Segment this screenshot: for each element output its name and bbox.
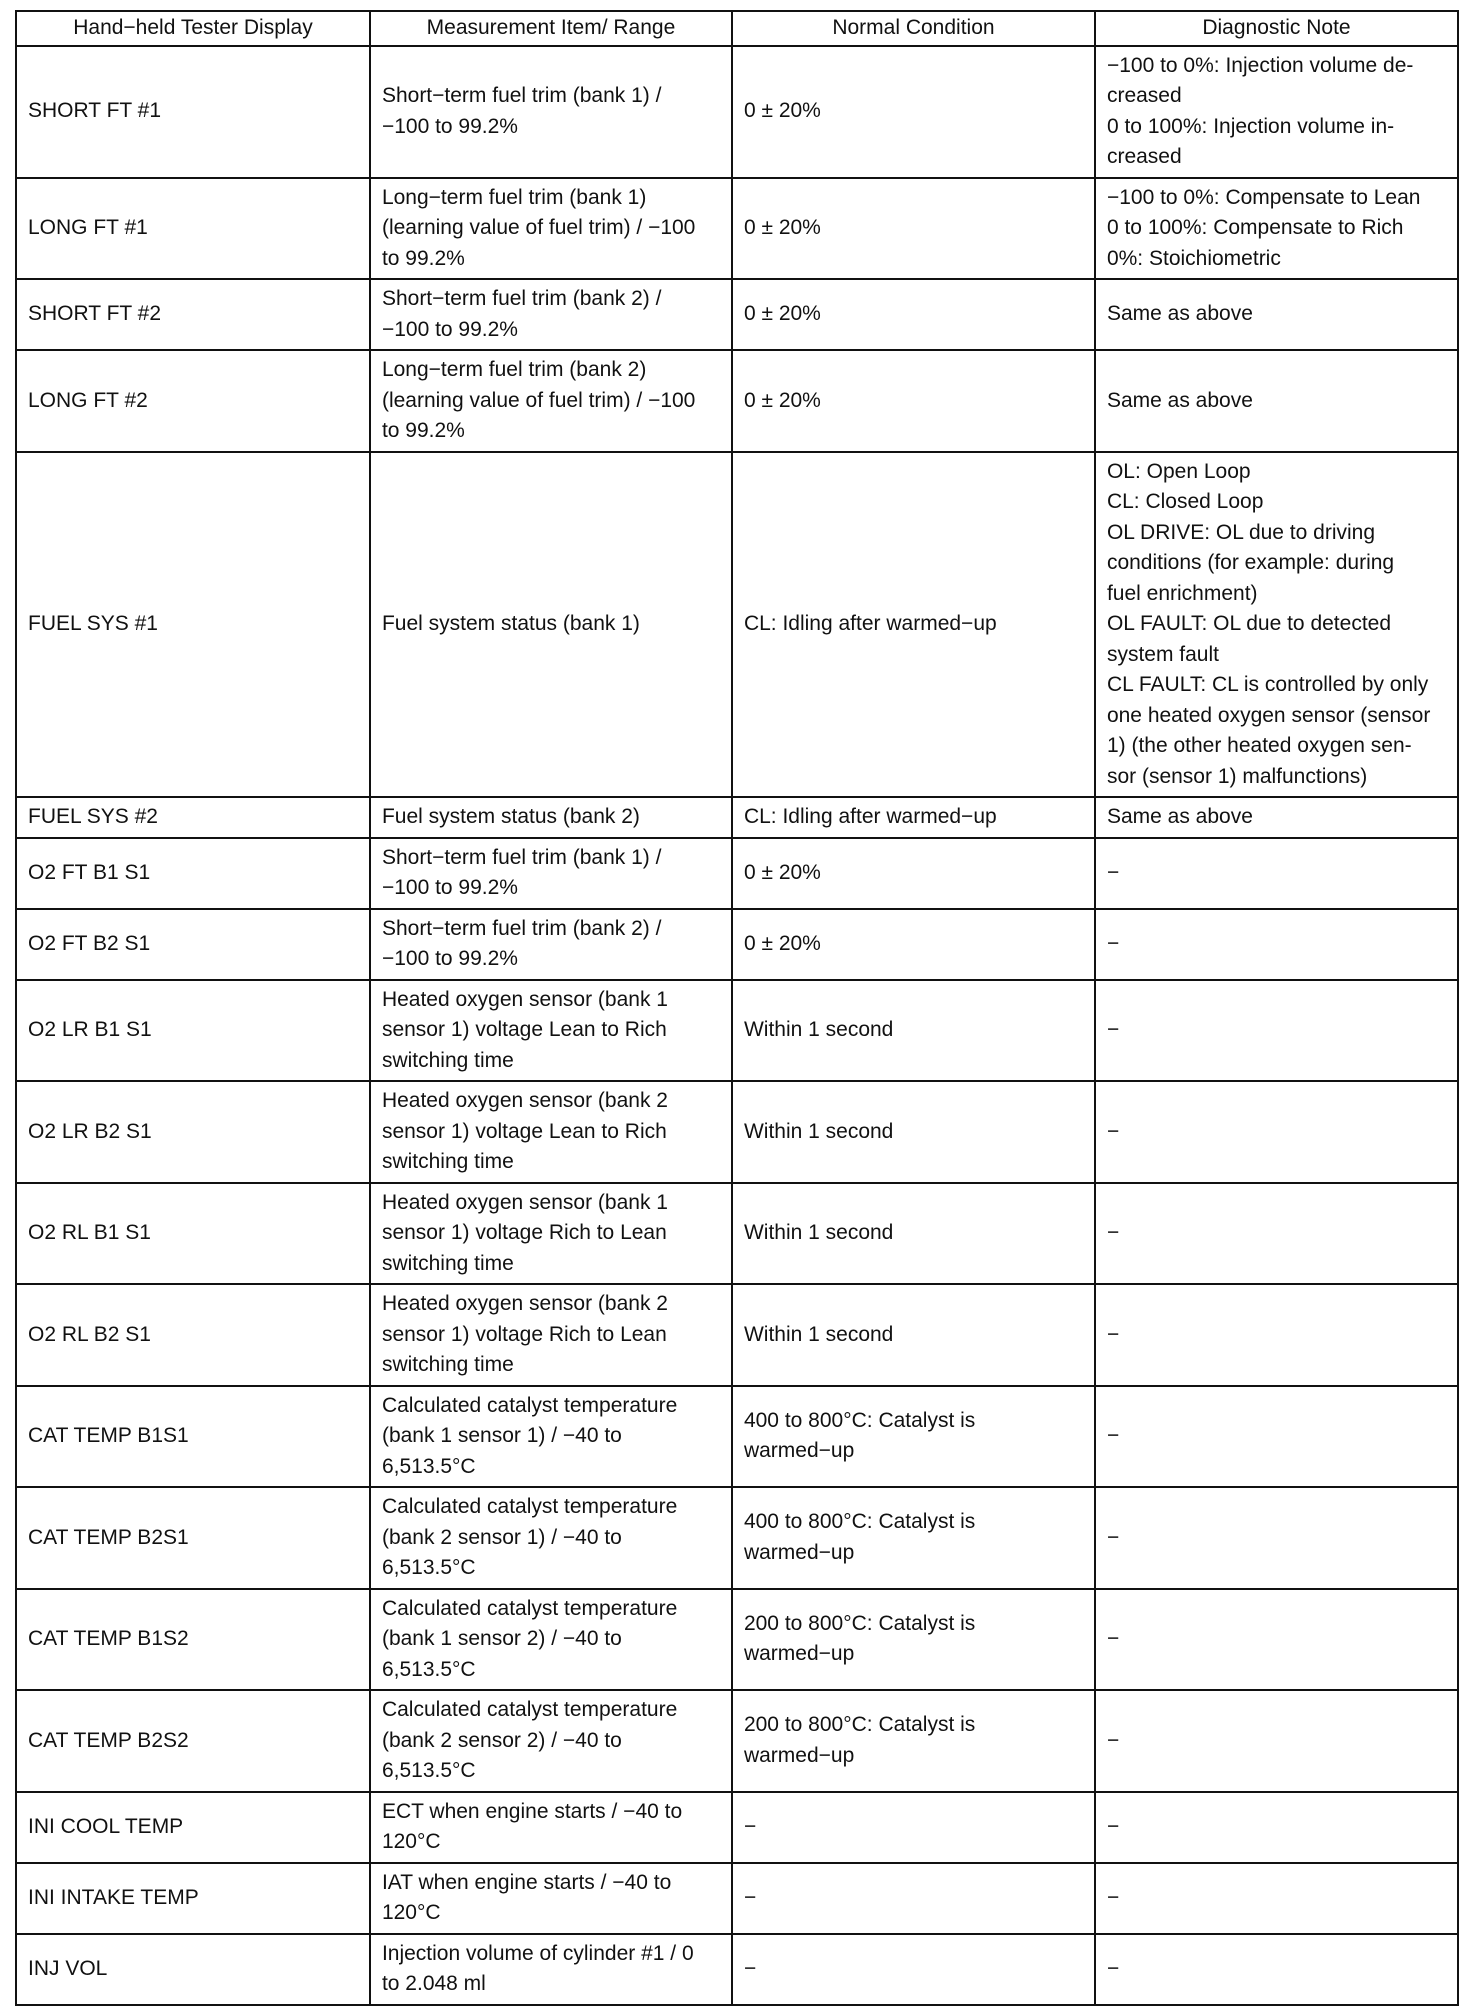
- cell-measurement-item-line: Heated oxygen sensor (bank 1: [381, 1190, 668, 1214]
- cell-tester-display: SHORT FT #2: [16, 279, 370, 350]
- cell-measurement-item-line: −100 to 99.2%: [381, 947, 518, 970]
- cell-normal-condition-line: 400 to 800°C: Catalyst is: [743, 1408, 976, 1432]
- cell-normal-condition-line: 200 to 800°C: Catalyst is: [743, 1611, 976, 1635]
- cell-measurement-item-line: switching time: [381, 1251, 514, 1275]
- cell-diagnostic-note-line: −: [1106, 1885, 1120, 1909]
- cell-normal-condition: [732, 909, 1095, 980]
- cell-diagnostic-note: [1095, 452, 1458, 798]
- cell-tester-display: CAT TEMP B1S2: [16, 1589, 370, 1691]
- cell-normal-condition: [732, 797, 1095, 838]
- cell-normal-condition: [732, 1792, 1095, 1863]
- cell-diagnostic-note-line: OL: Open Loop: [1106, 459, 1251, 483]
- cell-tester-display: O2 LR B1 S1: [16, 980, 370, 1082]
- cell-tester-display: INJ VOL: [16, 1934, 370, 2005]
- cell-measurement-item-line: to 99.2%: [381, 419, 465, 442]
- cell-tester-display: LONG FT #1: [16, 178, 370, 280]
- cell-measurement-item-line: Short−term fuel trim (bank 1) /: [381, 845, 662, 869]
- cell-normal-condition-line: 200 to 800°C: Catalyst is: [743, 1713, 976, 1737]
- cell-diagnostic-note-line: −: [1106, 1119, 1120, 1143]
- cell-measurement-item-line: Calculated catalyst temperature: [381, 1698, 678, 1721]
- table-body: [16, 46, 1458, 2005]
- table-row: [16, 1487, 1458, 1589]
- cell-diagnostic-note-line: −: [1106, 1728, 1120, 1752]
- cell-measurement-item-line: Short−term fuel trim (bank 2) /: [381, 916, 662, 940]
- cell-diagnostic-note-line: 0 to 100%: Injection volume in-: [1106, 114, 1395, 138]
- cell-tester-display: O2 FT B1 S1: [16, 838, 370, 909]
- cell-diagnostic-note: [1095, 909, 1458, 980]
- cell-measurement-item-line: (learning value of fuel trim) / −100: [381, 388, 696, 412]
- cell-tester-display: CAT TEMP B1S1: [16, 1386, 370, 1488]
- cell-diagnostic-note-line: OL FAULT: OL due to detected: [1106, 612, 1392, 635]
- cell-diagnostic-note: [1095, 1690, 1458, 1792]
- header-tester-display: Hand−held Tester Display: [16, 11, 370, 46]
- cell-measurement-item: [370, 1081, 732, 1183]
- cell-measurement-item-line: 6,513.5°C: [381, 1556, 476, 1579]
- cell-diagnostic-note-line: OL DRIVE: OL due to driving: [1106, 520, 1376, 544]
- cell-diagnostic-note: [1095, 1863, 1458, 1934]
- cell-normal-condition-line: −: [743, 1956, 757, 1980]
- cell-measurement-item-line: −100 to 99.2%: [381, 114, 518, 138]
- cell-diagnostic-note-line: Same as above: [1106, 302, 1253, 326]
- table-row: [16, 1284, 1458, 1386]
- cell-measurement-item: [370, 1386, 732, 1488]
- cell-measurement-item-line: Heated oxygen sensor (bank 1: [381, 987, 668, 1011]
- cell-diagnostic-note-line: system fault: [1106, 642, 1219, 666]
- cell-normal-condition: [732, 1934, 1095, 2005]
- header-diagnostic-note: Diagnostic Note: [1095, 11, 1458, 46]
- table-header-row: [16, 11, 1458, 46]
- cell-normal-condition: [732, 350, 1095, 452]
- table-row: [16, 1934, 1458, 2005]
- cell-diagnostic-note-line: −: [1106, 1627, 1120, 1650]
- cell-normal-condition: [732, 1690, 1095, 1792]
- cell-diagnostic-note-line: −: [1106, 1322, 1120, 1346]
- cell-measurement-item-line: (bank 2 sensor 2) / −40 to: [381, 1728, 622, 1752]
- cell-diagnostic-note: [1095, 178, 1458, 280]
- cell-normal-condition-line: CL: Idling after warmed−up: [743, 805, 997, 828]
- cell-normal-condition-line: Within 1 second: [743, 1119, 894, 1143]
- cell-diagnostic-note: [1095, 980, 1458, 1082]
- cell-diagnostic-note-line: conditions (for example: during: [1106, 551, 1395, 574]
- cell-tester-display: O2 RL B2 S1: [16, 1284, 370, 1386]
- cell-measurement-item: [370, 350, 732, 452]
- cell-normal-condition-line: warmed−up: [743, 1642, 855, 1666]
- table-row: [16, 350, 1458, 452]
- cell-normal-condition: [732, 838, 1095, 909]
- cell-measurement-item-line: 6,513.5°C: [381, 1454, 476, 1478]
- cell-measurement-item-line: (learning value of fuel trim) / −100: [381, 216, 696, 239]
- cell-diagnostic-note-line: 0 to 100%: Compensate to Rich: [1106, 216, 1404, 239]
- cell-measurement-item: [370, 980, 732, 1082]
- cell-normal-condition: [732, 1081, 1095, 1183]
- cell-normal-condition-line: 0 ± 20%: [743, 860, 821, 884]
- table-row: [16, 1863, 1458, 1934]
- cell-normal-condition: [732, 178, 1095, 280]
- table-row: [16, 909, 1458, 980]
- cell-normal-condition-line: −: [743, 1814, 757, 1838]
- cell-diagnostic-note-line: −: [1106, 1814, 1120, 1838]
- cell-diagnostic-note-line: 1) (the other heated oxygen sen-: [1106, 734, 1412, 757]
- cell-diagnostic-note: [1095, 1792, 1458, 1863]
- cell-diagnostic-note-line: creased: [1106, 145, 1182, 168]
- cell-measurement-item: [370, 838, 732, 909]
- cell-diagnostic-note-line: −: [1106, 1525, 1120, 1549]
- cell-measurement-item-line: sensor 1) voltage Lean to Rich: [381, 1018, 667, 1041]
- cell-diagnostic-note-line: −100 to 0%: Compensate to Lean: [1106, 185, 1421, 209]
- table-row: [16, 1792, 1458, 1863]
- cell-measurement-item: [370, 279, 732, 350]
- cell-tester-display: O2 LR B2 S1: [16, 1081, 370, 1183]
- cell-normal-condition: [732, 1284, 1095, 1386]
- table-row: [16, 279, 1458, 350]
- cell-diagnostic-note: [1095, 1284, 1458, 1386]
- document-page: [15, 10, 1459, 2006]
- cell-measurement-item-line: (bank 1 sensor 2) / −40 to: [381, 1627, 622, 1650]
- cell-normal-condition: [732, 1487, 1095, 1589]
- cell-measurement-item: [370, 1863, 732, 1934]
- cell-diagnostic-note-line: −100 to 0%: Injection volume de-: [1106, 53, 1414, 77]
- cell-measurement-item-line: Calculated catalyst temperature: [381, 1596, 678, 1620]
- cell-measurement-item-line: sensor 1) voltage Rich to Lean: [381, 1221, 667, 1244]
- cell-diagnostic-note: [1095, 838, 1458, 909]
- cell-diagnostic-note-line: −: [1106, 1424, 1120, 1447]
- table-row: [16, 1690, 1458, 1792]
- cell-measurement-item-line: Short−term fuel trim (bank 1) /: [381, 84, 662, 107]
- cell-normal-condition: [732, 980, 1095, 1082]
- cell-tester-display: FUEL SYS #2: [16, 797, 370, 838]
- cell-measurement-item-line: 120°C: [381, 1830, 441, 1853]
- cell-diagnostic-note: [1095, 1589, 1458, 1691]
- cell-diagnostic-note: [1095, 1934, 1458, 2005]
- cell-measurement-item-line: Fuel system status (bank 2): [381, 805, 640, 828]
- cell-measurement-item-line: to 2.048 ml: [381, 1972, 486, 1995]
- cell-diagnostic-note: [1095, 1081, 1458, 1183]
- cell-measurement-item-line: sensor 1) voltage Lean to Rich: [381, 1119, 667, 1143]
- cell-measurement-item-line: ECT when engine starts / −40 to: [381, 1799, 683, 1823]
- cell-measurement-item: [370, 452, 732, 798]
- cell-normal-condition-line: 400 to 800°C: Catalyst is: [743, 1510, 976, 1534]
- table-row: [16, 1183, 1458, 1285]
- table-row: [16, 838, 1458, 909]
- cell-measurement-item: [370, 1690, 732, 1792]
- cell-measurement-item-line: switching time: [381, 1048, 514, 1072]
- cell-measurement-item-line: switching time: [381, 1353, 514, 1376]
- cell-diagnostic-note-line: −: [1106, 931, 1120, 955]
- cell-diagnostic-note: [1095, 1487, 1458, 1589]
- cell-normal-condition-line: 0 ± 20%: [743, 302, 821, 326]
- cell-normal-condition: [732, 46, 1095, 178]
- cell-measurement-item-line: 6,513.5°C: [381, 1657, 476, 1681]
- cell-measurement-item-line: Injection volume of cylinder #1 / 0: [381, 1941, 694, 1965]
- cell-measurement-item-line: Heated oxygen sensor (bank 2: [381, 1292, 668, 1315]
- cell-normal-condition-line: Within 1 second: [743, 1221, 894, 1244]
- cell-tester-display: INI COOL TEMP: [16, 1792, 370, 1863]
- cell-normal-condition: [732, 279, 1095, 350]
- cell-tester-display: CAT TEMP B2S1: [16, 1487, 370, 1589]
- cell-diagnostic-note-line: −: [1106, 1221, 1120, 1244]
- cell-measurement-item-line: Long−term fuel trim (bank 2): [381, 358, 647, 381]
- cell-diagnostic-note-line: sor (sensor 1) malfunctions): [1106, 764, 1368, 788]
- cell-normal-condition-line: warmed−up: [743, 1540, 855, 1564]
- cell-normal-condition: [732, 1589, 1095, 1691]
- cell-tester-display: FUEL SYS #1: [16, 452, 370, 798]
- cell-tester-display: CAT TEMP B2S2: [16, 1690, 370, 1792]
- cell-measurement-item-line: 6,513.5°C: [381, 1759, 476, 1782]
- header-normal-condition: Normal Condition: [732, 11, 1095, 46]
- cell-diagnostic-note: [1095, 350, 1458, 452]
- cell-normal-condition-line: −: [743, 1885, 757, 1909]
- cell-diagnostic-note: [1095, 46, 1458, 178]
- cell-diagnostic-note-line: one heated oxygen sensor (sensor: [1106, 703, 1431, 727]
- cell-tester-display: INI INTAKE TEMP: [16, 1863, 370, 1934]
- cell-normal-condition-line: CL: Idling after warmed−up: [743, 612, 997, 635]
- cell-measurement-item-line: (bank 2 sensor 1) / −40 to: [381, 1525, 622, 1549]
- data-list-table: [15, 10, 1459, 2006]
- cell-measurement-item-line: IAT when engine starts / −40 to: [381, 1870, 672, 1894]
- table-row: [16, 178, 1458, 280]
- header-measurement-item: Measurement Item/ Range: [370, 11, 732, 46]
- table-row: [16, 452, 1458, 798]
- table-row: [16, 1386, 1458, 1488]
- cell-tester-display: LONG FT #2: [16, 350, 370, 452]
- cell-diagnostic-note-line: CL FAULT: CL is controlled by only: [1106, 673, 1429, 696]
- cell-diagnostic-note-line: CL: Closed Loop: [1106, 490, 1264, 513]
- table-row: [16, 1589, 1458, 1691]
- cell-measurement-item-line: Calculated catalyst temperature: [381, 1393, 678, 1417]
- cell-normal-condition-line: Within 1 second: [743, 1018, 894, 1041]
- cell-diagnostic-note-line: 0%: Stoichiometric: [1106, 246, 1281, 270]
- cell-measurement-item: [370, 178, 732, 280]
- cell-normal-condition-line: 0 ± 20%: [743, 99, 821, 123]
- table-row: [16, 797, 1458, 838]
- cell-normal-condition-line: warmed−up: [743, 1743, 855, 1767]
- cell-measurement-item-line: switching time: [381, 1150, 514, 1173]
- cell-measurement-item: [370, 909, 732, 980]
- cell-measurement-item-line: Calculated catalyst temperature: [381, 1495, 678, 1518]
- cell-normal-condition-line: warmed−up: [743, 1439, 855, 1463]
- cell-measurement-item-line: to 99.2%: [381, 246, 465, 270]
- cell-measurement-item: [370, 1589, 732, 1691]
- cell-measurement-item-line: Fuel system status (bank 1): [381, 612, 640, 635]
- cell-diagnostic-note: [1095, 1183, 1458, 1285]
- cell-normal-condition: [732, 1183, 1095, 1285]
- cell-diagnostic-note-line: creased: [1106, 84, 1182, 107]
- cell-measurement-item-line: Short−term fuel trim (bank 2) /: [381, 287, 662, 310]
- cell-diagnostic-note: [1095, 1386, 1458, 1488]
- cell-measurement-item: [370, 797, 732, 838]
- cell-measurement-item: [370, 1183, 732, 1285]
- cell-diagnostic-note-line: −: [1106, 1956, 1120, 1980]
- cell-normal-condition: [732, 1863, 1095, 1934]
- cell-normal-condition-line: Within 1 second: [743, 1322, 894, 1346]
- cell-diagnostic-note-line: −: [1106, 1018, 1120, 1041]
- cell-normal-condition-line: 0 ± 20%: [743, 216, 821, 239]
- table-row: [16, 1081, 1458, 1183]
- cell-tester-display: O2 RL B1 S1: [16, 1183, 370, 1285]
- cell-measurement-item-line: (bank 1 sensor 1) / −40 to: [381, 1424, 622, 1447]
- cell-measurement-item: [370, 1487, 732, 1589]
- cell-diagnostic-note: [1095, 797, 1458, 838]
- cell-measurement-item-line: −100 to 99.2%: [381, 876, 518, 899]
- cell-normal-condition: [732, 1386, 1095, 1488]
- cell-normal-condition: [732, 452, 1095, 798]
- cell-tester-display: SHORT FT #1: [16, 46, 370, 178]
- table-row: [16, 980, 1458, 1082]
- cell-measurement-item: [370, 1284, 732, 1386]
- cell-measurement-item: [370, 1792, 732, 1863]
- cell-measurement-item-line: Long−term fuel trim (bank 1): [381, 185, 647, 209]
- cell-measurement-item-line: Heated oxygen sensor (bank 2: [381, 1089, 668, 1112]
- cell-diagnostic-note-line: fuel enrichment): [1106, 581, 1258, 605]
- cell-measurement-item: [370, 46, 732, 178]
- cell-diagnostic-note-line: Same as above: [1106, 388, 1253, 412]
- table-row: [16, 46, 1458, 178]
- cell-measurement-item-line: 120°C: [381, 1901, 441, 1924]
- cell-measurement-item-line: sensor 1) voltage Rich to Lean: [381, 1322, 667, 1346]
- cell-diagnostic-note-line: −: [1106, 860, 1120, 884]
- cell-tester-display: O2 FT B2 S1: [16, 909, 370, 980]
- cell-diagnostic-note-line: Same as above: [1106, 805, 1253, 828]
- cell-measurement-item: [370, 1934, 732, 2005]
- cell-normal-condition-line: 0 ± 20%: [743, 388, 821, 412]
- cell-measurement-item-line: −100 to 99.2%: [381, 317, 518, 341]
- cell-diagnostic-note: [1095, 279, 1458, 350]
- cell-normal-condition-line: 0 ± 20%: [743, 931, 821, 955]
